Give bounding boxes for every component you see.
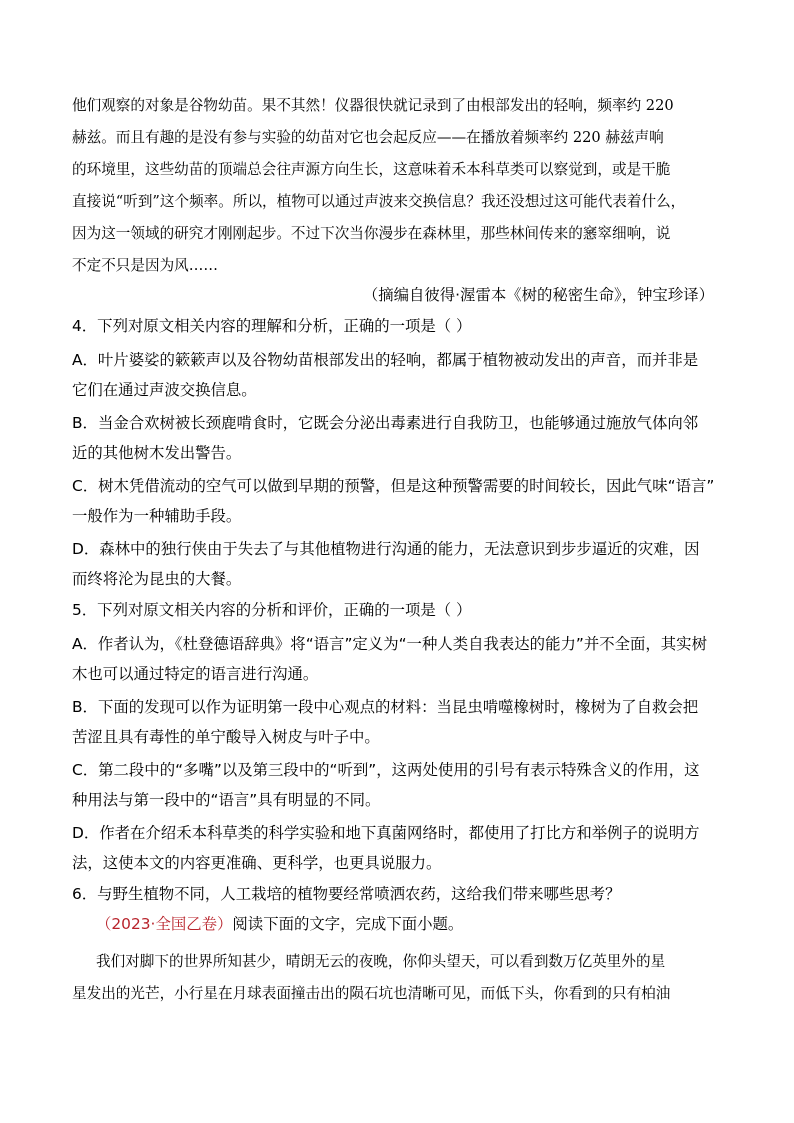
question-4-option-a-line-2: 它们在通过声波交换信息。 [72, 381, 257, 399]
question-4-option-a-line-1: A．叶片婆娑的簌簌声以及谷物幼苗根部发出的轻响，都属于植物被动发出的声音，而并非是 [72, 351, 699, 369]
question-5-option-d-line-2: 法，这使本文的内容更准确、更科学，也更具说服力。 [72, 854, 442, 872]
passage-line-5: 因为这一领域的研究才刚刚起步。不过下次当你漫步在森林里，那些林间传来的窸窣细响，说 [72, 225, 671, 242]
question-6: 6．与野生植物不同，人工栽培的植物要经常喷洒农药，这给我们带来哪些思考？ [72, 885, 621, 903]
question-4-option-b-line-2: 近的其他树木发出警告。 [72, 444, 242, 462]
question-4-option-d-line-1: D．森林中的独行侠由于失去了与其他植物进行沟通的能力，无法意识到步步逼近的灾难，因 [72, 540, 700, 558]
question-5-option-b-line-1: B．下面的发现可以作为证明第一段中心观点的材料：当昆虫啃噬橡树时，橡树为了自救会把 [72, 698, 699, 716]
next-section-heading [96, 914, 463, 934]
reading-instruction: 阅读下面的文字，完成下面小题。 [232, 915, 464, 933]
question-5-option-c-line-1: C．第二段中的“多嘴”以及第三段中的“听到”，这两处使用的引号有表示特殊含义的作用，这 [72, 761, 700, 779]
question-5-option-b-line-2: 苦涩且具有毒性的单宁酸导入树皮与叶子中。 [72, 728, 380, 746]
question-4-option-c-line-1: C．树木凭借流动的空气可以做到早期的预警，但是这种预警需要的时间较长，因此气味“语言” [72, 477, 715, 495]
passage-line-2: 赫兹。而且有趣的是没有参与实验的幼苗对它也会起反应——在播放着频率约 220 赫兹声响 [72, 129, 664, 146]
next-passage-line-2: 星发出的光芒，小行星在月球表面撞击出的陨石坑也清晰可见，而低下头，你看到的只有柏油 [72, 985, 671, 1002]
question-5-option-d-line-1: D．作者在介绍禾本科草类的科学实验和地下真菌网络时，都使用了打比方和举例子的说明方 [72, 824, 700, 842]
question-5-stem: 5．下列对原文相关内容的分析和评价，正确的一项是（ ） [72, 601, 472, 619]
question-4-option-d-line-2: 而终将沦为昆虫的大餐。 [72, 570, 242, 588]
passage-line-3: 的环境里，这些幼苗的顶端总会往声源方向生长，这意味着禾本科草类可以察觉到，或是干脆 [72, 161, 671, 178]
question-5-option-a-line-1: A．作者认为，《杜登德语辞典》将“语言”定义为“一种人类自我表达的能力”并不全面，其实树 [72, 635, 707, 653]
question-5-option-c-line-2: 种用法与第一段中的“语言”具有明显的不同。 [72, 791, 381, 809]
passage-line-1: 他们观察的对象是谷物幼苗。果不其然！仪器很快就记录到了由根部发出的轻响，频率约 220 [72, 97, 674, 114]
exam-source-tag: （2023·全国乙卷） [96, 915, 233, 933]
question-4-option-c-line-2: 一般作为一种辅助手段。 [72, 507, 242, 525]
question-4-stem: 4．下列对原文相关内容的理解和分析，正确的一项是（ ） [72, 317, 472, 335]
passage-line-6: 不定不只是因为风…… [72, 257, 218, 274]
question-4-option-b-line-1: B．当金合欢树被长颈鹿啃食时，它既会分泌出毒素进行自我防卫，也能够通过施放气体向邻 [72, 414, 699, 432]
passage-line-4: 直接说“听到”这个频率。所以，植物可以通过声波来交换信息？我还没想过这可能代表着什么， [72, 193, 686, 210]
question-5-option-a-line-2: 木也可以通过特定的语言进行沟通。 [72, 665, 319, 683]
source-citation: （摘编自彼得·渥雷本《树的秘密生命》，钟宝珍译） [362, 286, 714, 304]
next-passage-line-1: 我们对脚下的世界所知甚少，晴朗无云的夜晚，你仰头望天，可以看到数万亿英里外的星 [96, 953, 666, 970]
